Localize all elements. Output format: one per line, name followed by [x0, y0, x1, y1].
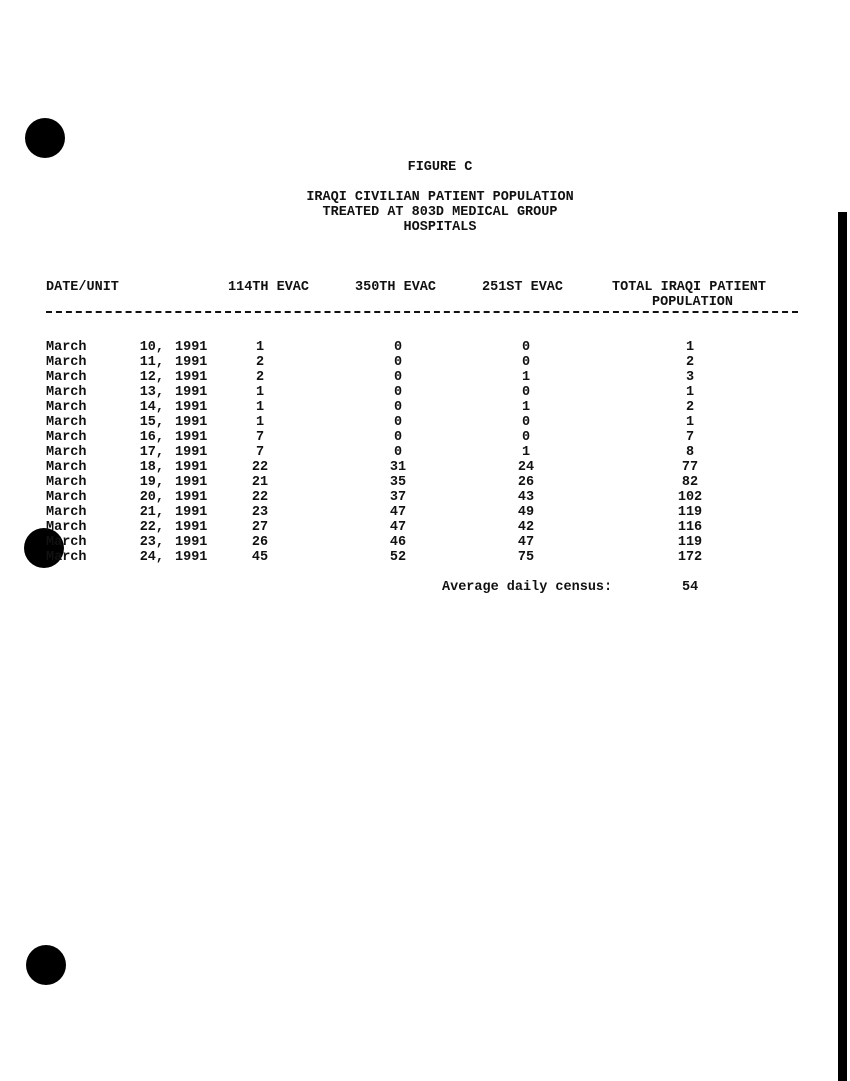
- cell-year: 1991: [175, 400, 208, 415]
- figure-label: FIGURE C: [407, 160, 473, 175]
- cell-month: March: [46, 460, 87, 475]
- cell-114th: 45: [251, 550, 269, 565]
- cell-year: 1991: [175, 415, 208, 430]
- cell-year: 1991: [175, 460, 208, 475]
- cell-total: 2: [685, 400, 695, 415]
- cell-total: 116: [677, 520, 703, 535]
- table-row: [0, 415, 850, 430]
- punch-hole-bottom: [26, 945, 66, 985]
- cell-day: 21,: [139, 505, 164, 520]
- col-251st-evac: 251ST EVAC: [482, 280, 564, 295]
- cell-day: 23,: [139, 535, 164, 550]
- cell-114th: 7: [255, 445, 265, 460]
- cell-year: 1991: [175, 340, 208, 355]
- cell-day: 15,: [139, 415, 164, 430]
- cell-251st: 0: [521, 340, 531, 355]
- table-row: [0, 445, 850, 460]
- cell-114th: 26: [251, 535, 269, 550]
- cell-251st: 0: [521, 355, 531, 370]
- cell-total: 119: [677, 505, 703, 520]
- cell-350th: 0: [393, 340, 403, 355]
- cell-350th: 52: [389, 550, 407, 565]
- cell-day: 12,: [139, 370, 164, 385]
- cell-114th: 23: [251, 505, 269, 520]
- table-row: [0, 385, 850, 400]
- cell-251st: 0: [521, 415, 531, 430]
- cell-114th: 21: [251, 475, 269, 490]
- cell-251st: 42: [517, 520, 535, 535]
- cell-251st: 0: [521, 430, 531, 445]
- cell-350th: 0: [393, 445, 403, 460]
- table-row: [0, 505, 850, 520]
- cell-251st: 24: [517, 460, 535, 475]
- cell-month: March: [46, 475, 87, 490]
- cell-total: 1: [685, 415, 695, 430]
- table-row: [0, 370, 850, 385]
- cell-month: March: [46, 340, 87, 355]
- cell-251st: 0: [521, 385, 531, 400]
- table-row: [0, 340, 850, 355]
- cell-total: 2: [685, 355, 695, 370]
- cell-day: 22,: [139, 520, 164, 535]
- cell-114th: 22: [251, 490, 269, 505]
- col-date-unit: DATE/UNIT: [46, 280, 119, 295]
- table-row: [0, 355, 850, 370]
- cell-total: 3: [685, 370, 695, 385]
- cell-total: 82: [681, 475, 699, 490]
- cell-350th: 0: [393, 430, 403, 445]
- table-row: [0, 535, 850, 550]
- cell-total: 172: [677, 550, 703, 565]
- cell-251st: 1: [521, 445, 531, 460]
- cell-total: 102: [677, 490, 703, 505]
- cell-114th: 2: [255, 370, 265, 385]
- col-total-line-2: POPULATION: [652, 295, 734, 310]
- cell-year: 1991: [175, 535, 208, 550]
- cell-114th: 2: [255, 355, 265, 370]
- cell-114th: 22: [251, 460, 269, 475]
- cell-day: 13,: [139, 385, 164, 400]
- cell-350th: 0: [393, 415, 403, 430]
- cell-day: 24,: [139, 550, 164, 565]
- cell-day: 19,: [139, 475, 164, 490]
- cell-350th: 0: [393, 400, 403, 415]
- cell-year: 1991: [175, 520, 208, 535]
- cell-251st: 47: [517, 535, 535, 550]
- punch-hole-top: [25, 118, 65, 158]
- cell-month: March: [46, 370, 87, 385]
- table-row: [0, 475, 850, 490]
- cell-day: 16,: [139, 430, 164, 445]
- cell-day: 14,: [139, 400, 164, 415]
- cell-251st: 43: [517, 490, 535, 505]
- cell-total: 77: [681, 460, 699, 475]
- cell-month: March: [46, 445, 87, 460]
- cell-month: March: [46, 430, 87, 445]
- cell-350th: 46: [389, 535, 407, 550]
- cell-month: March: [46, 550, 87, 565]
- average-value: 54: [682, 580, 699, 595]
- table-row: [0, 490, 850, 505]
- cell-year: 1991: [175, 505, 208, 520]
- cell-114th: 1: [255, 400, 265, 415]
- cell-114th: 1: [255, 385, 265, 400]
- cell-251st: 1: [521, 400, 531, 415]
- cell-total: 119: [677, 535, 703, 550]
- cell-350th: 0: [393, 385, 403, 400]
- cell-year: 1991: [175, 445, 208, 460]
- cell-114th: 1: [255, 340, 265, 355]
- cell-350th: 35: [389, 475, 407, 490]
- cell-350th: 31: [389, 460, 407, 475]
- cell-year: 1991: [175, 355, 208, 370]
- col-350th-evac: 350TH EVAC: [355, 280, 437, 295]
- cell-month: March: [46, 505, 87, 520]
- cell-year: 1991: [175, 475, 208, 490]
- cell-month: March: [46, 385, 87, 400]
- cell-year: 1991: [175, 490, 208, 505]
- cell-day: 10,: [139, 340, 164, 355]
- cell-251st: 49: [517, 505, 535, 520]
- title-line-2: TREATED AT 803D MEDICAL GROUP: [322, 205, 558, 220]
- header-divider: [46, 311, 798, 313]
- cell-month: March: [46, 535, 87, 550]
- cell-total: 1: [685, 385, 695, 400]
- title-line-3: HOSPITALS: [403, 220, 477, 235]
- cell-month: March: [46, 415, 87, 430]
- average-label: Average daily census:: [442, 580, 613, 595]
- cell-month: March: [46, 490, 87, 505]
- cell-day: 17,: [139, 445, 164, 460]
- cell-day: 18,: [139, 460, 164, 475]
- cell-year: 1991: [175, 370, 208, 385]
- cell-day: 20,: [139, 490, 164, 505]
- col-total-line-1: TOTAL IRAQI PATIENT: [612, 280, 766, 295]
- cell-year: 1991: [175, 550, 208, 565]
- table-row: [0, 520, 850, 535]
- cell-year: 1991: [175, 430, 208, 445]
- cell-350th: 0: [393, 370, 403, 385]
- cell-350th: 47: [389, 520, 407, 535]
- cell-total: 1: [685, 340, 695, 355]
- cell-day: 11,: [139, 355, 164, 370]
- table-row: [0, 430, 850, 445]
- cell-114th: 7: [255, 430, 265, 445]
- cell-114th: 27: [251, 520, 269, 535]
- title-line-1: IRAQI CIVILIAN PATIENT POPULATION: [306, 190, 574, 205]
- cell-350th: 47: [389, 505, 407, 520]
- col-114th-evac: 114TH EVAC: [228, 280, 310, 295]
- cell-251st: 26: [517, 475, 535, 490]
- cell-251st: 75: [517, 550, 535, 565]
- cell-year: 1991: [175, 385, 208, 400]
- cell-month: March: [46, 520, 87, 535]
- table-row: [0, 460, 850, 475]
- cell-114th: 1: [255, 415, 265, 430]
- table-row: [0, 400, 850, 415]
- cell-350th: 37: [389, 490, 407, 505]
- cell-350th: 0: [393, 355, 403, 370]
- cell-251st: 1: [521, 370, 531, 385]
- table-row: [0, 550, 850, 565]
- cell-month: March: [46, 400, 87, 415]
- cell-total: 8: [685, 445, 695, 460]
- cell-month: March: [46, 355, 87, 370]
- cell-total: 7: [685, 430, 695, 445]
